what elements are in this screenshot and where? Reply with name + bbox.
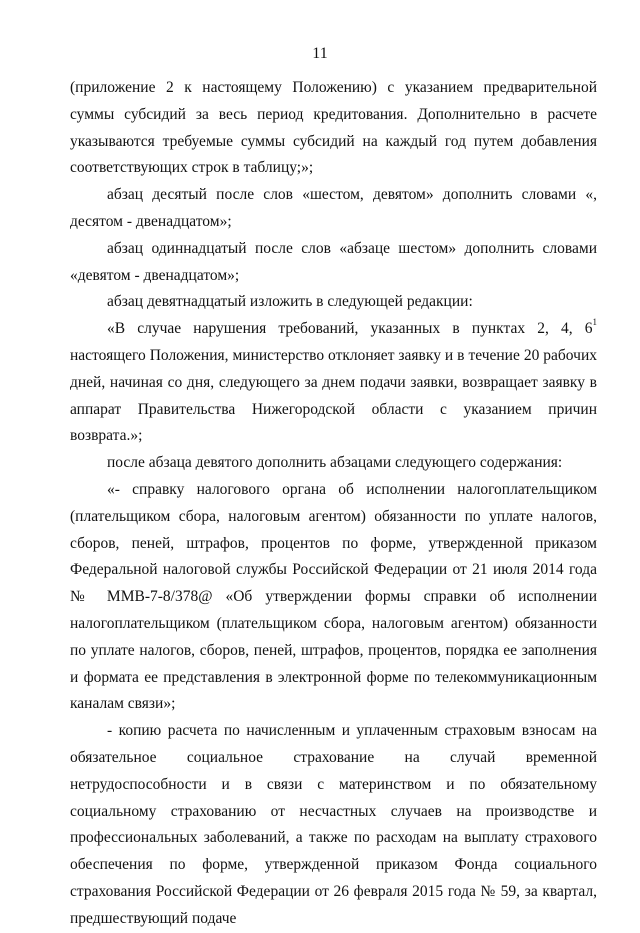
page-number: 11 — [312, 45, 328, 62]
document-body — [70, 75, 597, 933]
paragraph-6: после абзаца девятого дополнить абзацами следующего содержания: — [107, 454, 563, 472]
footnote-mark: 1 — [592, 317, 597, 328]
paragraph-5-continuation: настоящего Положения, министерство отклоняет заявку и в течение 20 рабочих дней, начиная со дня, следующего за днем подачи заявки, возвращает заявку в аппарат Правительства Нижегородской области с указанием причин возврата.»; — [70, 346, 597, 445]
paragraph-1: (приложение 2 к настоящему Положению) с указанием предварительной суммы субсидий за весь период кредитования. Дополнительно в расчете указываются требуемые суммы субсидий на каждый год путем добавления соответствующих строк в таблицу;»; — [70, 79, 597, 177]
paragraph-4: абзац девятнадцатый изложить в следующей редакции: — [107, 293, 473, 311]
paragraph-7: «- справку налогового органа об исполнении налогоплательщиком (плательщиком сбора, налоговым агентом) обязанности по уплате налогов, сборов, пеней, штрафов, процентов по форме, утвержденной приказом Федеральной налоговой службы Российской Федерации от 21 июля 2014 года № ММВ-7-8/378@ «Об утверждении формы справки об исполнении налогоплательщиком (плательщиком сбора, налоговым агентом) обязанности по уплате налогов, сборов, пеней, штрафов, процентов, порядка ее заполнения и формата ее представления в электронной форме по телекоммуникационным каналам связи»; — [70, 480, 597, 713]
paragraph-5-text: «В случае нарушения требований, указанных в пунктах 2, 4, 6 — [107, 320, 593, 338]
paragraph-3: абзац одиннадцатый после слов «абзаце шестом» дополнить словами «девятом - двенадцатом»; — [70, 239, 597, 284]
paragraph-8: - копию расчета по начисленным и уплаченным страховым взносам на обязательное социальное страхование на случай временной нетрудоспособности и в связи с материнством и по обязательному социальному страхованию от несчастных случаев на производстве и профессиональных заболеваний, а также по расходам на выплату страхового обеспечения по форме, утвержденной приказом Фонда социального страхования Российской Федерации от 26 февраля 2015 года № 59, за квартал, предшествующий подаче — [70, 722, 597, 927]
paragraph-2: абзац десятый после слов «шестом, девятом» дополнить словами «, десятом - двенадцатом»; — [70, 186, 597, 230]
paragraph-5 — [70, 316, 597, 450]
